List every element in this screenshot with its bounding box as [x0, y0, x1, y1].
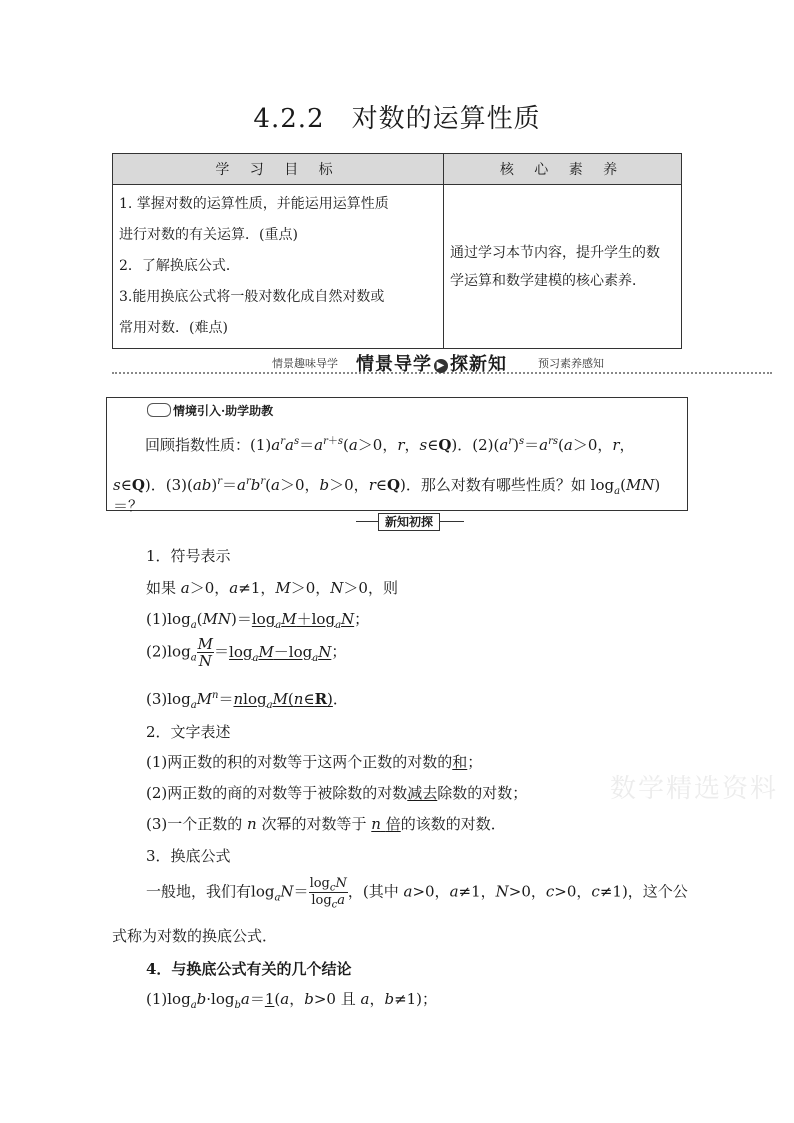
banner-title-left: 情景导学: [356, 354, 432, 375]
text-rule-2: (2)两正数的商的对数等于被除数的对数减去除数的对数；: [146, 784, 528, 802]
conclusion-1: $(1)\log_ab\cdot\log_ba=1(a$，b>0 且 a，b≠1)；: [146, 990, 438, 1011]
section2-title: 2．文字表述: [146, 723, 231, 741]
new-knowledge-bar: [356, 513, 464, 531]
banner-title: [356, 350, 507, 376]
section1-title: 1．符号表示: [146, 547, 231, 565]
goal-line: 2．了解换底公式．: [119, 258, 240, 274]
section3-title: 3．换底公式: [146, 847, 231, 865]
intro-paragraph-line2: s∈Q)．$(3)(ab)^r=a^rb^r(a>0$，b＞0，r∈Q)．那么对数有哪些性质？如 $\log_a(MN)=$？: [113, 476, 661, 515]
condition-line: 如果 a＞0，a≠1，M＞0，N＞0，则: [146, 579, 398, 597]
literacy-header: 核 心 素 养: [444, 154, 682, 185]
goal-line: 1. 掌握对数的运算性质，并能运用运算性质: [119, 196, 389, 212]
goal-line: 3.能用换底公式将一般对数化成自然对数或: [119, 289, 385, 305]
goals-cell: [113, 185, 444, 349]
rule-power: $(3)\log_aM^n=nlog_aM(n\in R)$．: [146, 690, 348, 711]
new-knowledge-label: 新知初探: [378, 513, 440, 531]
banner-right-caption: 预习素养感知: [538, 357, 604, 370]
literacy-line: 通过学习本节内容，提升学生的数: [450, 244, 660, 261]
text-rule-1: (1)两正数的积的对数等于这两个正数的对数的和；: [146, 753, 483, 771]
section4-title: 4．与换底公式有关的几个结论: [146, 960, 352, 978]
literacy-cell: [444, 185, 682, 349]
lightbulb-icon: [147, 403, 171, 417]
goal-line: 常用对数．(难点): [119, 320, 228, 336]
intro-heading: 情境引入·助学助教: [147, 402, 273, 419]
rule-quotient: $(2)\log_a$ $\frac{M}{N}$ $=\log_aM-\log_aN$；: [146, 635, 347, 670]
banner-left-caption: 情景趣味导学: [272, 357, 338, 370]
learning-goals-table: [112, 153, 682, 349]
intro-box: [106, 397, 688, 515]
section-banner: [112, 350, 772, 374]
play-arrow-icon: ▶: [434, 359, 448, 373]
goal-line: 进行对数的有关运算．(重点): [119, 227, 298, 243]
change-of-base-line: 一般地，我们有$\log_aN=$ $\frac{\log_cN}{\log_ca}$ ，(其中 a>0，a≠1，N>0，c>0，c≠1)，这个公: [146, 876, 688, 911]
literacy-line: 学运算和数学建模的核心素养．: [450, 272, 646, 289]
page-title: 4.2.2 对数的运算性质: [253, 104, 541, 134]
banner-title-right: 探新知: [450, 354, 507, 375]
intro-paragraph-line1: 回顾指数性质：$(1)a^ra^s=a^{r+s}(a>0$，r，s∈Q)．$(2)(a^r)^s=a^{rs}(a>0$，r，: [145, 436, 635, 454]
change-of-base-line2: 式称为对数的换底公式．: [112, 927, 278, 945]
watermark: 数学精选资料: [610, 774, 779, 804]
text-rule-3: (3)一个正数的 n 次幂的对数等于 n 倍的该数的对数．: [146, 815, 506, 833]
goals-header: 学 习 目 标: [113, 154, 444, 185]
rule-product: $(1)\log_a(MN)=\log_aM+\log_aN$；: [146, 610, 370, 631]
